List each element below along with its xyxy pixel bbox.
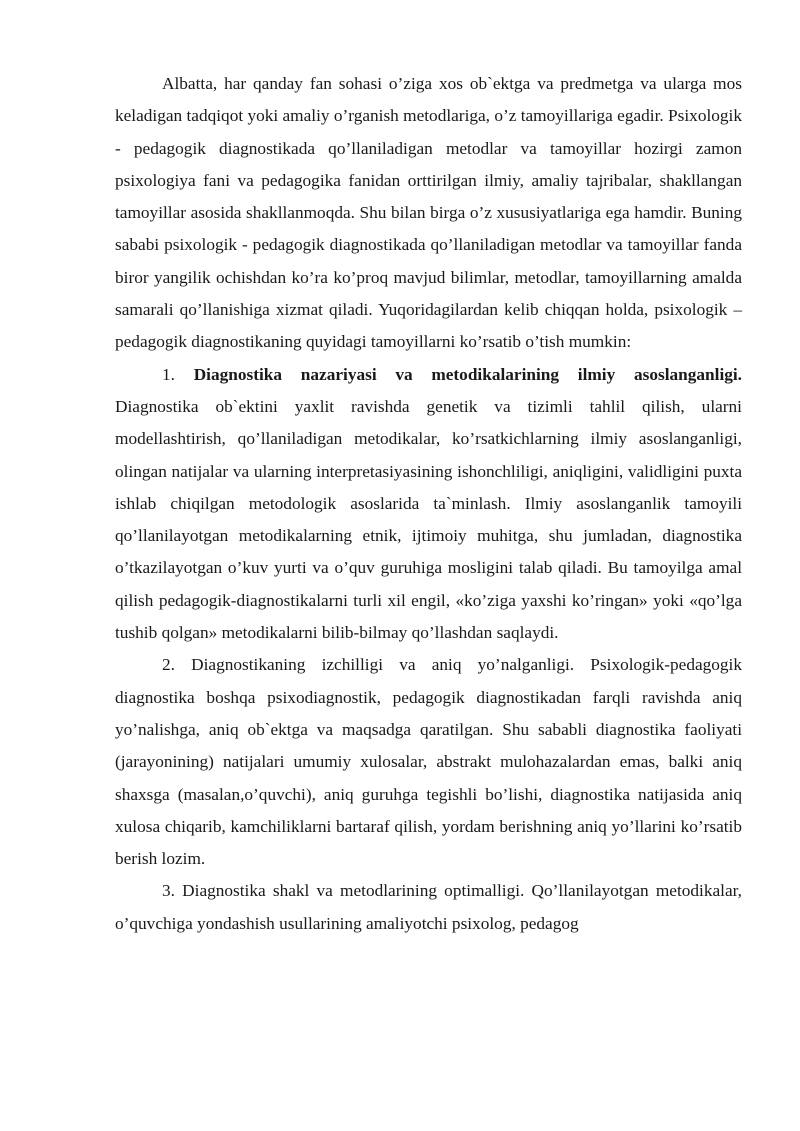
- principle-heading: Diagnostika nazariyasi va metodikalarining ilmiy asoslanganligi.: [193, 364, 743, 384]
- paragraph-text: Diagnostika ob`ektini yaxlit ravishda genetik va tizimli tahlil qilish, ularni modellashtirish, qo’llaniladigan metodikalar, ko’rsatkichlarning ilmiy asoslanganligi, olingan natijalar va ularning interpretasiyasining ishonchliligi, aniqligini, validligini puxta ishlab chiqilgan metodologik asoslarida ta`minlash. Ilmiy asoslanganlik tamoyili qo’llanilayotgan metodikalarning etnik, ijtimoiy muhitga, shu jumladan, diagnostika o’tkazilayotgan o’kuv yurti va o’quv guruhiga mosligini talab qiladi. Bu tamoyilga amal qilish pedagogik-diagnostikalarni turli xil engil, «ko’ziga yaxshi ko’ringan» yoki «qo’lga tushib qolgan» metodikalarni bilib-bilmay qo’llashdan saqlaydi.: [115, 396, 742, 643]
- document-page: [115, 68, 742, 940]
- paragraph-principle-1: [115, 359, 742, 650]
- paragraph-text: 3. Diagnostika shakl va metodlarining optimalligi. Qo’llanilayotgan metodikalar, o’quvchiga yondashish usullarining amaliyotchi psixolog, pedagog: [115, 881, 742, 933]
- paragraph-text: Albatta, har qanday fan sohasi o’ziga xos ob`ektga va predmetga va ularga mos keladigan tadqiqot yoki amaliy o’rganish metodlariga, o’z tamoyillariga egadir. Psixologik - pedagogik diagnostikada qo’llaniladigan metodlar va tamoyillar hozirgi zamon psixologiya fani va pedagogika fanidan orttirilgan ilmiy, amaliy tajribalar, shakllangan tamoyillar asosida shakllanmoqda. Shu bilan birga o’z xususiyatlariga ega hamdir. Buning sababi psixologik - pedagogik diagnostikada qo’llaniladigan metodlar va tamoyillar fanda biror yangilik ochishdan ko’ra ko’proq mavjud bilimlar, metodlar, tamoyillarning amalda samarali qo’llanishiga xizmat qiladi. Yuqoridagilardan kelib chiqqan holda, psixologik – pedagogik diagnostikaning quyidagi tamoyillarni ko’rsatib o’tish mumkin:: [115, 74, 742, 352]
- paragraph-intro: [115, 68, 742, 359]
- paragraph-text: 2. Diagnostikaning izchilligi va aniq yo’nalganligi. Psixologik-pedagogik diagnostika boshqa psixodiagnostik, pedagogik diagnostikadan farqli ravishda aniq yo’nalishga, aniq ob`ektga va maqsadga qaratilgan. Shu sababli diagnostika faoliyati (jarayonining) natijalari umumiy xulosalar, abstrakt mulohazalardan emas, balki aniq shaxsga (masalan,o’quvchi), aniq guruhga tegishli bo’lishi, diagnostika natijasida aniq xulosa chiqarib, kamchiliklarni bartaraf qilish, yordam berishning aniq yo’llarini ko’rsatib berish lozim.: [115, 655, 742, 869]
- list-number: 1.: [162, 364, 194, 384]
- paragraph-principle-3: [115, 875, 742, 940]
- paragraph-principle-2: [115, 649, 742, 875]
